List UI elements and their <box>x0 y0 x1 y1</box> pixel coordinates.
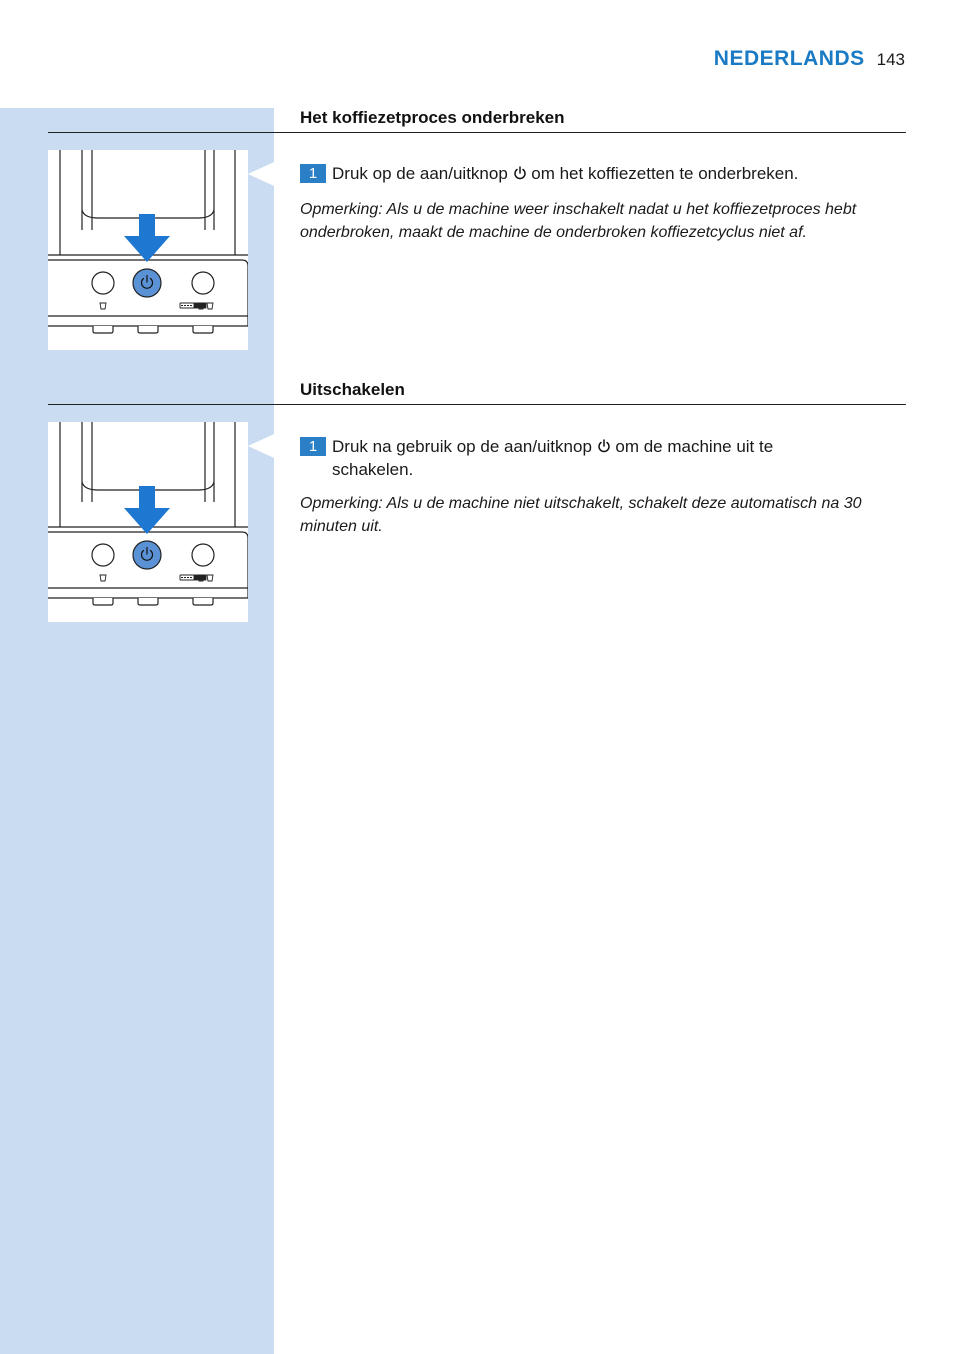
language-title: NEDERLANDS <box>713 47 865 70</box>
section-title-switch-off: Uitschakelen <box>300 380 405 399</box>
step-switch-off: 1 Druk na gebruik op de aan/uitknop om de machine uit te schakelen. <box>300 435 840 481</box>
section-title-interrupt: Het koffiezetproces onderbreken <box>300 108 565 127</box>
power-icon <box>597 439 611 453</box>
step-interrupt: 1 Druk op de aan/uitknop om het koffiezetten te onderbreken. <box>300 162 890 185</box>
section-divider <box>48 404 906 405</box>
note-switch-off: Opmerking: Als u de machine niet uitschakelt, schakelt deze automatisch na 30 minuten uit. <box>300 495 862 535</box>
step-number: 1 <box>300 164 326 183</box>
power-button <box>133 541 161 569</box>
page-number: 143 <box>876 50 905 69</box>
step-number: 1 <box>300 437 326 456</box>
pointer-triangle <box>248 422 274 470</box>
page-header <box>714 47 905 71</box>
note-interrupt: Opmerking: Als u de machine weer inschakelt nadat u het koffiezetproces hebt onderbroken, maakt de machine de onderbroken koffiezetcyclus niet af. <box>300 201 857 241</box>
machine-illustration-interrupt <box>48 150 248 350</box>
power-icon <box>513 166 527 180</box>
power-button <box>133 269 161 297</box>
section-divider <box>48 132 906 133</box>
machine-illustration-switch-off <box>48 422 248 622</box>
pointer-triangle <box>248 150 274 198</box>
